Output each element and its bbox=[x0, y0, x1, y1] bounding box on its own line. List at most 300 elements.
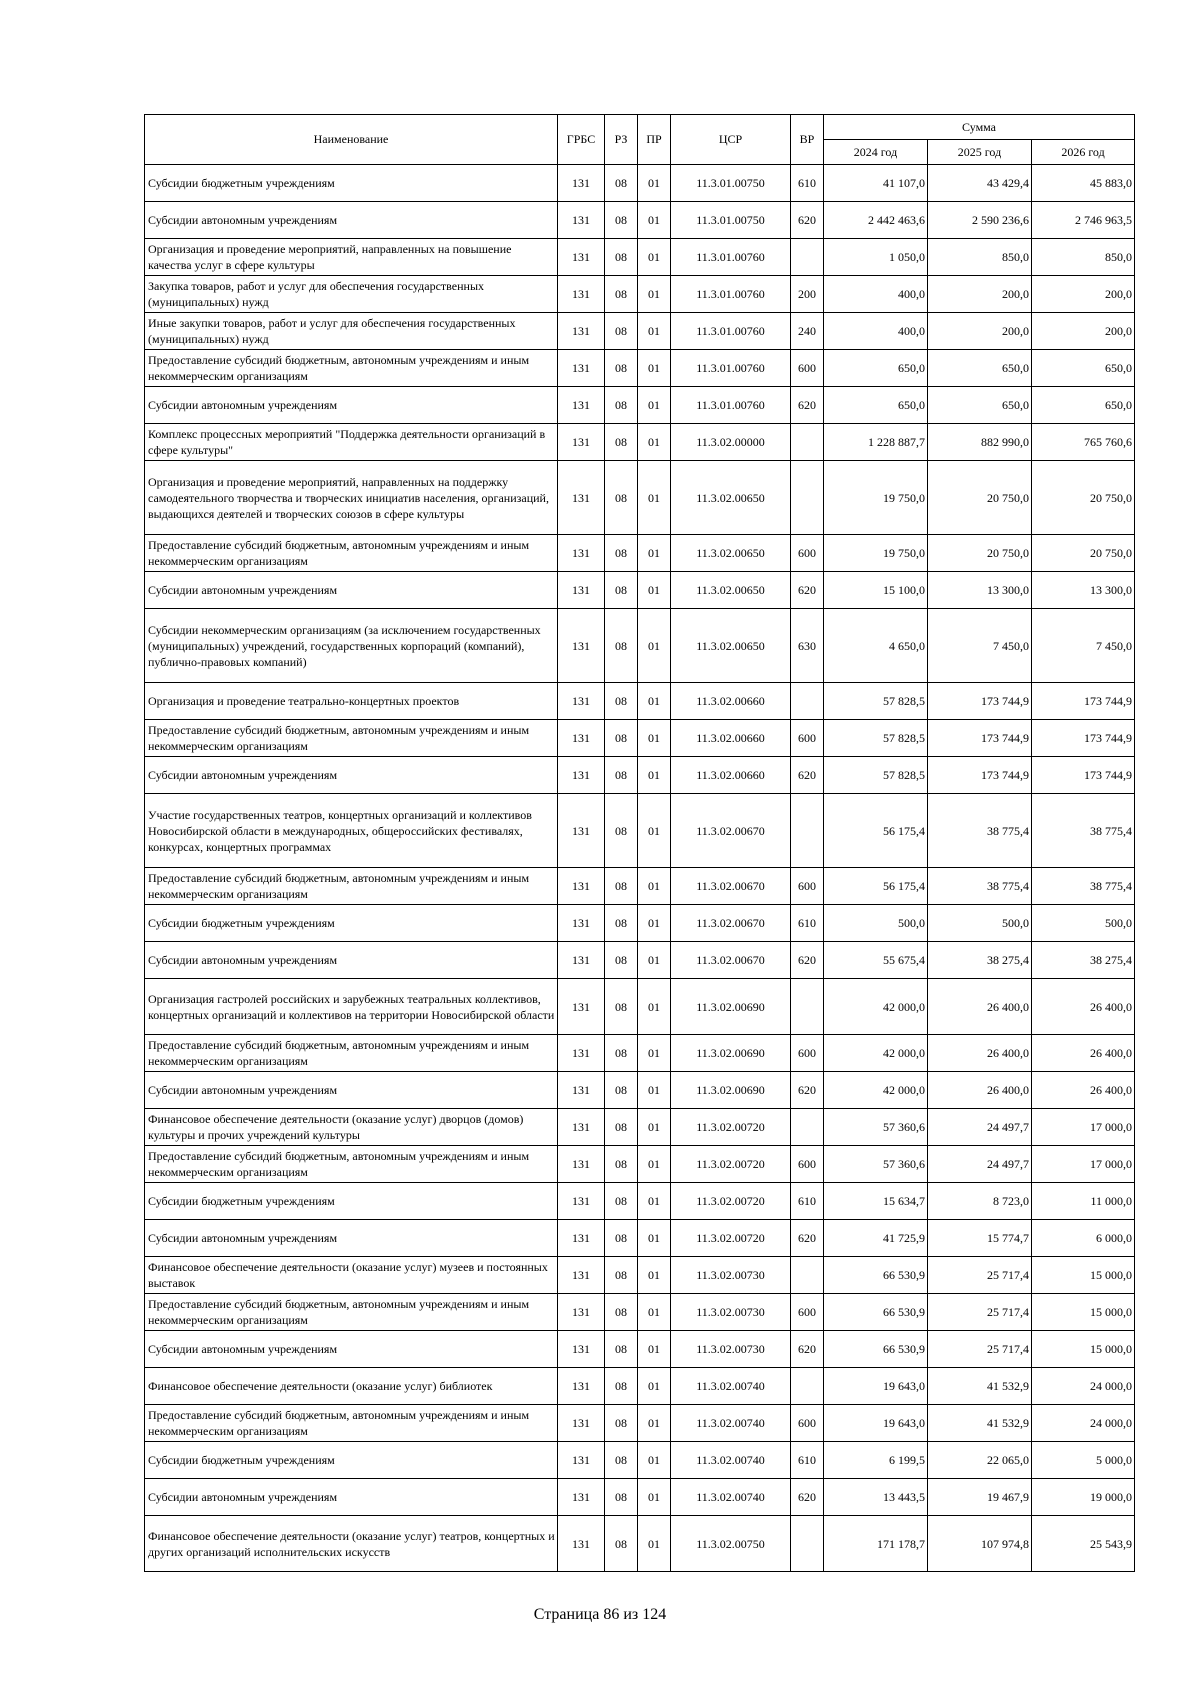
cell-2024: 42 000,0 bbox=[824, 1035, 928, 1072]
cell-csr: 11.3.01.00750 bbox=[671, 165, 791, 202]
cell-rz: 08 bbox=[605, 1516, 638, 1572]
cell-grbs: 131 bbox=[558, 1035, 605, 1072]
header-year-2026: 2026 год bbox=[1032, 140, 1135, 165]
cell-rz: 08 bbox=[605, 387, 638, 424]
cell-vr: 610 bbox=[791, 1183, 824, 1220]
table-row bbox=[145, 424, 1135, 461]
cell-vr bbox=[791, 1516, 824, 1572]
cell-2026: 38 275,4 bbox=[1032, 942, 1135, 979]
cell-csr: 11.3.02.00730 bbox=[671, 1257, 791, 1294]
cell-name: Организация гастролей российских и зарубежных театральных коллективов, концертных организаций и коллективов на территории Новосибирской области bbox=[145, 979, 558, 1035]
table-row bbox=[145, 1146, 1135, 1183]
cell-rz: 08 bbox=[605, 1368, 638, 1405]
cell-csr: 11.3.02.00750 bbox=[671, 1516, 791, 1572]
table-row bbox=[145, 1035, 1135, 1072]
table-row bbox=[145, 387, 1135, 424]
cell-pr: 01 bbox=[638, 1220, 671, 1257]
cell-2026: 7 450,0 bbox=[1032, 609, 1135, 683]
cell-2025: 26 400,0 bbox=[928, 1035, 1032, 1072]
cell-name: Организация и проведение театрально-концертных проектов bbox=[145, 683, 558, 720]
cell-name: Закупка товаров, работ и услуг для обеспечения государственных (муниципальных) нужд bbox=[145, 276, 558, 313]
cell-grbs: 131 bbox=[558, 1479, 605, 1516]
cell-vr bbox=[791, 1368, 824, 1405]
table-row bbox=[145, 683, 1135, 720]
cell-2025: 200,0 bbox=[928, 276, 1032, 313]
cell-2026: 20 750,0 bbox=[1032, 461, 1135, 535]
cell-2026: 26 400,0 bbox=[1032, 1072, 1135, 1109]
cell-2024: 4 650,0 bbox=[824, 609, 928, 683]
table-row bbox=[145, 572, 1135, 609]
table-row bbox=[145, 1331, 1135, 1368]
cell-2026: 17 000,0 bbox=[1032, 1146, 1135, 1183]
cell-name: Субсидии автономным учреждениям bbox=[145, 942, 558, 979]
cell-grbs: 131 bbox=[558, 313, 605, 350]
cell-rz: 08 bbox=[605, 1257, 638, 1294]
cell-rz: 08 bbox=[605, 720, 638, 757]
cell-2026: 26 400,0 bbox=[1032, 979, 1135, 1035]
cell-2024: 650,0 bbox=[824, 387, 928, 424]
cell-csr: 11.3.02.00720 bbox=[671, 1220, 791, 1257]
header-grbs: ГРБС bbox=[558, 115, 605, 165]
cell-pr: 01 bbox=[638, 1035, 671, 1072]
cell-pr: 01 bbox=[638, 757, 671, 794]
cell-name: Субсидии автономным учреждениям bbox=[145, 1479, 558, 1516]
cell-csr: 11.3.02.00650 bbox=[671, 535, 791, 572]
cell-2026: 500,0 bbox=[1032, 905, 1135, 942]
cell-2026: 173 744,9 bbox=[1032, 683, 1135, 720]
cell-name: Субсидии автономным учреждениям bbox=[145, 1331, 558, 1368]
cell-pr: 01 bbox=[638, 1183, 671, 1220]
cell-csr: 11.3.02.00720 bbox=[671, 1109, 791, 1146]
table-row bbox=[145, 535, 1135, 572]
cell-2025: 43 429,4 bbox=[928, 165, 1032, 202]
cell-rz: 08 bbox=[605, 1442, 638, 1479]
cell-grbs: 131 bbox=[558, 979, 605, 1035]
table-body bbox=[145, 165, 1135, 1572]
cell-pr: 01 bbox=[638, 350, 671, 387]
cell-2024: 19 750,0 bbox=[824, 461, 928, 535]
header-rz: РЗ bbox=[605, 115, 638, 165]
cell-pr: 01 bbox=[638, 609, 671, 683]
cell-grbs: 131 bbox=[558, 387, 605, 424]
cell-2025: 650,0 bbox=[928, 350, 1032, 387]
cell-csr: 11.3.02.00740 bbox=[671, 1442, 791, 1479]
cell-2025: 25 717,4 bbox=[928, 1331, 1032, 1368]
cell-grbs: 131 bbox=[558, 202, 605, 239]
cell-csr: 11.3.01.00760 bbox=[671, 313, 791, 350]
cell-name: Субсидии бюджетным учреждениям bbox=[145, 165, 558, 202]
cell-2024: 13 443,5 bbox=[824, 1479, 928, 1516]
cell-vr bbox=[791, 461, 824, 535]
table-row bbox=[145, 720, 1135, 757]
cell-grbs: 131 bbox=[558, 683, 605, 720]
cell-2025: 25 717,4 bbox=[928, 1257, 1032, 1294]
cell-rz: 08 bbox=[605, 1035, 638, 1072]
cell-name: Субсидии автономным учреждениям bbox=[145, 387, 558, 424]
cell-csr: 11.3.02.00660 bbox=[671, 757, 791, 794]
cell-pr: 01 bbox=[638, 1442, 671, 1479]
cell-grbs: 131 bbox=[558, 461, 605, 535]
cell-2025: 19 467,9 bbox=[928, 1479, 1032, 1516]
cell-2026: 2 746 963,5 bbox=[1032, 202, 1135, 239]
header-sum: Сумма bbox=[824, 115, 1135, 140]
cell-2025: 38 275,4 bbox=[928, 942, 1032, 979]
cell-2024: 15 634,7 bbox=[824, 1183, 928, 1220]
cell-2024: 66 530,9 bbox=[824, 1257, 928, 1294]
cell-2026: 850,0 bbox=[1032, 239, 1135, 276]
cell-2024: 1 050,0 bbox=[824, 239, 928, 276]
cell-rz: 08 bbox=[605, 794, 638, 868]
cell-2025: 2 590 236,6 bbox=[928, 202, 1032, 239]
cell-2024: 400,0 bbox=[824, 313, 928, 350]
cell-pr: 01 bbox=[638, 424, 671, 461]
cell-2025: 200,0 bbox=[928, 313, 1032, 350]
cell-vr: 610 bbox=[791, 165, 824, 202]
cell-grbs: 131 bbox=[558, 1405, 605, 1442]
cell-rz: 08 bbox=[605, 572, 638, 609]
cell-grbs: 131 bbox=[558, 757, 605, 794]
cell-rz: 08 bbox=[605, 1072, 638, 1109]
cell-2026: 24 000,0 bbox=[1032, 1368, 1135, 1405]
cell-2025: 173 744,9 bbox=[928, 720, 1032, 757]
cell-pr: 01 bbox=[638, 165, 671, 202]
cell-csr: 11.3.02.00690 bbox=[671, 1035, 791, 1072]
cell-grbs: 131 bbox=[558, 572, 605, 609]
cell-2024: 55 675,4 bbox=[824, 942, 928, 979]
cell-csr: 11.3.02.00670 bbox=[671, 868, 791, 905]
cell-rz: 08 bbox=[605, 276, 638, 313]
cell-2024: 42 000,0 bbox=[824, 1072, 928, 1109]
table-row bbox=[145, 794, 1135, 868]
cell-vr: 600 bbox=[791, 535, 824, 572]
table-row bbox=[145, 868, 1135, 905]
table-row bbox=[145, 202, 1135, 239]
cell-2026: 6 000,0 bbox=[1032, 1220, 1135, 1257]
cell-csr: 11.3.02.00660 bbox=[671, 720, 791, 757]
cell-rz: 08 bbox=[605, 1405, 638, 1442]
cell-2025: 24 497,7 bbox=[928, 1109, 1032, 1146]
cell-2024: 650,0 bbox=[824, 350, 928, 387]
cell-pr: 01 bbox=[638, 202, 671, 239]
cell-2025: 26 400,0 bbox=[928, 979, 1032, 1035]
cell-vr: 620 bbox=[791, 942, 824, 979]
header-year-2024: 2024 год bbox=[824, 140, 928, 165]
cell-2024: 2 442 463,6 bbox=[824, 202, 928, 239]
cell-name: Предоставление субсидий бюджетным, автономным учреждениям и иным некоммерческим организациям bbox=[145, 535, 558, 572]
cell-vr: 600 bbox=[791, 720, 824, 757]
cell-vr: 620 bbox=[791, 757, 824, 794]
cell-vr: 610 bbox=[791, 1442, 824, 1479]
table-row bbox=[145, 905, 1135, 942]
cell-2025: 41 532,9 bbox=[928, 1368, 1032, 1405]
cell-pr: 01 bbox=[638, 905, 671, 942]
cell-grbs: 131 bbox=[558, 1257, 605, 1294]
cell-name: Субсидии автономным учреждениям bbox=[145, 572, 558, 609]
cell-2025: 38 775,4 bbox=[928, 794, 1032, 868]
cell-rz: 08 bbox=[605, 979, 638, 1035]
cell-grbs: 131 bbox=[558, 350, 605, 387]
cell-grbs: 131 bbox=[558, 868, 605, 905]
table-row bbox=[145, 1516, 1135, 1572]
cell-pr: 01 bbox=[638, 572, 671, 609]
cell-2025: 7 450,0 bbox=[928, 609, 1032, 683]
cell-grbs: 131 bbox=[558, 1220, 605, 1257]
cell-csr: 11.3.02.00660 bbox=[671, 683, 791, 720]
table-row bbox=[145, 1257, 1135, 1294]
cell-csr: 11.3.02.00730 bbox=[671, 1331, 791, 1368]
cell-grbs: 131 bbox=[558, 942, 605, 979]
cell-csr: 11.3.01.00760 bbox=[671, 350, 791, 387]
cell-csr: 11.3.02.00670 bbox=[671, 905, 791, 942]
cell-name: Предоставление субсидий бюджетным, автономным учреждениям и иным некоммерческим организациям bbox=[145, 720, 558, 757]
cell-vr bbox=[791, 424, 824, 461]
cell-2024: 57 828,5 bbox=[824, 757, 928, 794]
cell-rz: 08 bbox=[605, 942, 638, 979]
table-row bbox=[145, 1368, 1135, 1405]
cell-name: Финансовое обеспечение деятельности (оказание услуг) библиотек bbox=[145, 1368, 558, 1405]
cell-pr: 01 bbox=[638, 276, 671, 313]
cell-pr: 01 bbox=[638, 1368, 671, 1405]
cell-2026: 15 000,0 bbox=[1032, 1294, 1135, 1331]
cell-pr: 01 bbox=[638, 868, 671, 905]
cell-rz: 08 bbox=[605, 683, 638, 720]
cell-pr: 01 bbox=[638, 979, 671, 1035]
cell-2024: 6 199,5 bbox=[824, 1442, 928, 1479]
cell-vr bbox=[791, 1257, 824, 1294]
cell-csr: 11.3.02.00740 bbox=[671, 1368, 791, 1405]
cell-2026: 200,0 bbox=[1032, 276, 1135, 313]
cell-csr: 11.3.02.00000 bbox=[671, 424, 791, 461]
table-row bbox=[145, 1220, 1135, 1257]
cell-name: Предоставление субсидий бюджетным, автономным учреждениям и иным некоммерческим организациям bbox=[145, 1294, 558, 1331]
cell-2026: 11 000,0 bbox=[1032, 1183, 1135, 1220]
cell-grbs: 131 bbox=[558, 535, 605, 572]
cell-name: Субсидии бюджетным учреждениям bbox=[145, 1442, 558, 1479]
cell-2025: 173 744,9 bbox=[928, 757, 1032, 794]
cell-name: Субсидии бюджетным учреждениям bbox=[145, 1183, 558, 1220]
cell-2025: 173 744,9 bbox=[928, 683, 1032, 720]
cell-2024: 66 530,9 bbox=[824, 1331, 928, 1368]
cell-pr: 01 bbox=[638, 239, 671, 276]
cell-grbs: 131 bbox=[558, 1442, 605, 1479]
header-name: Наименование bbox=[145, 115, 558, 165]
cell-rz: 08 bbox=[605, 1479, 638, 1516]
cell-vr bbox=[791, 979, 824, 1035]
cell-rz: 08 bbox=[605, 165, 638, 202]
cell-grbs: 131 bbox=[558, 905, 605, 942]
cell-2024: 57 828,5 bbox=[824, 683, 928, 720]
table-row bbox=[145, 461, 1135, 535]
table-row bbox=[145, 942, 1135, 979]
cell-pr: 01 bbox=[638, 313, 671, 350]
table-row bbox=[145, 1442, 1135, 1479]
cell-csr: 11.3.02.00720 bbox=[671, 1183, 791, 1220]
cell-2024: 171 178,7 bbox=[824, 1516, 928, 1572]
cell-name: Организация и проведение мероприятий, направленных на повышение качества услуг в сфере культуры bbox=[145, 239, 558, 276]
cell-2026: 5 000,0 bbox=[1032, 1442, 1135, 1479]
cell-2024: 56 175,4 bbox=[824, 794, 928, 868]
table-row bbox=[145, 757, 1135, 794]
cell-2025: 13 300,0 bbox=[928, 572, 1032, 609]
cell-rz: 08 bbox=[605, 1183, 638, 1220]
cell-pr: 01 bbox=[638, 1146, 671, 1183]
cell-vr: 620 bbox=[791, 202, 824, 239]
header-csr: ЦСР bbox=[671, 115, 791, 165]
cell-2026: 24 000,0 bbox=[1032, 1405, 1135, 1442]
header-year-2025: 2025 год bbox=[928, 140, 1032, 165]
table-row bbox=[145, 1072, 1135, 1109]
cell-grbs: 131 bbox=[558, 239, 605, 276]
cell-2025: 38 775,4 bbox=[928, 868, 1032, 905]
cell-2024: 41 107,0 bbox=[824, 165, 928, 202]
cell-csr: 11.3.01.00760 bbox=[671, 239, 791, 276]
cell-name: Субсидии автономным учреждениям bbox=[145, 1072, 558, 1109]
cell-2025: 25 717,4 bbox=[928, 1294, 1032, 1331]
cell-2024: 41 725,9 bbox=[824, 1220, 928, 1257]
cell-2024: 57 360,6 bbox=[824, 1109, 928, 1146]
cell-2024: 19 643,0 bbox=[824, 1368, 928, 1405]
cell-grbs: 131 bbox=[558, 1109, 605, 1146]
table-row bbox=[145, 313, 1135, 350]
cell-name: Финансовое обеспечение деятельности (оказание услуг) театров, концертных и других организаций исполнительских искусств bbox=[145, 1516, 558, 1572]
cell-vr: 600 bbox=[791, 1294, 824, 1331]
cell-2025: 650,0 bbox=[928, 387, 1032, 424]
cell-vr: 600 bbox=[791, 1035, 824, 1072]
cell-rz: 08 bbox=[605, 1294, 638, 1331]
cell-csr: 11.3.02.00650 bbox=[671, 461, 791, 535]
cell-2025: 500,0 bbox=[928, 905, 1032, 942]
cell-name: Финансовое обеспечение деятельности (оказание услуг) дворцов (домов) культуры и прочих учреждений культуры bbox=[145, 1109, 558, 1146]
cell-2026: 20 750,0 bbox=[1032, 535, 1135, 572]
cell-2025: 20 750,0 bbox=[928, 535, 1032, 572]
cell-pr: 01 bbox=[638, 1072, 671, 1109]
cell-pr: 01 bbox=[638, 461, 671, 535]
table-row bbox=[145, 1294, 1135, 1331]
cell-vr bbox=[791, 1109, 824, 1146]
cell-name: Иные закупки товаров, работ и услуг для обеспечения государственных (муниципальных) нужд bbox=[145, 313, 558, 350]
table-row bbox=[145, 1183, 1135, 1220]
cell-2026: 45 883,0 bbox=[1032, 165, 1135, 202]
table-row bbox=[145, 239, 1135, 276]
cell-2025: 15 774,7 bbox=[928, 1220, 1032, 1257]
cell-pr: 01 bbox=[638, 683, 671, 720]
cell-2025: 850,0 bbox=[928, 239, 1032, 276]
cell-vr: 600 bbox=[791, 350, 824, 387]
cell-grbs: 131 bbox=[558, 609, 605, 683]
cell-name: Субсидии автономным учреждениям bbox=[145, 202, 558, 239]
cell-vr: 600 bbox=[791, 1146, 824, 1183]
cell-name: Субсидии автономным учреждениям bbox=[145, 757, 558, 794]
cell-2026: 26 400,0 bbox=[1032, 1035, 1135, 1072]
cell-vr: 240 bbox=[791, 313, 824, 350]
cell-2026: 13 300,0 bbox=[1032, 572, 1135, 609]
cell-rz: 08 bbox=[605, 1146, 638, 1183]
cell-2024: 66 530,9 bbox=[824, 1294, 928, 1331]
cell-rz: 08 bbox=[605, 461, 638, 535]
cell-2026: 15 000,0 bbox=[1032, 1331, 1135, 1368]
cell-grbs: 131 bbox=[558, 1294, 605, 1331]
cell-vr bbox=[791, 794, 824, 868]
cell-2026: 765 760,6 bbox=[1032, 424, 1135, 461]
cell-rz: 08 bbox=[605, 609, 638, 683]
page-number: Страница 86 из 124 bbox=[533, 1606, 667, 1623]
budget-table-container bbox=[144, 114, 1134, 1572]
cell-2026: 173 744,9 bbox=[1032, 757, 1135, 794]
cell-csr: 11.3.02.00740 bbox=[671, 1479, 791, 1516]
cell-rz: 08 bbox=[605, 535, 638, 572]
cell-2024: 19 750,0 bbox=[824, 535, 928, 572]
cell-2025: 26 400,0 bbox=[928, 1072, 1032, 1109]
cell-grbs: 131 bbox=[558, 720, 605, 757]
cell-name: Субсидии некоммерческим организациям (за исключением государственных (муниципальных) учреждений, государственных корпораций (компаний), публично-правовых компаний) bbox=[145, 609, 558, 683]
cell-2026: 17 000,0 bbox=[1032, 1109, 1135, 1146]
cell-name: Предоставление субсидий бюджетным, автономным учреждениям и иным некоммерческим организациям bbox=[145, 1146, 558, 1183]
cell-grbs: 131 bbox=[558, 276, 605, 313]
cell-vr: 620 bbox=[791, 387, 824, 424]
cell-2025: 24 497,7 bbox=[928, 1146, 1032, 1183]
cell-2026: 173 744,9 bbox=[1032, 720, 1135, 757]
cell-name: Субсидии автономным учреждениям bbox=[145, 1220, 558, 1257]
cell-name: Организация и проведение мероприятий, направленных на поддержку самодеятельного творчества и творческих инициатив населения, организаций, выдающихся деятелей и творческих союзов в сфере культуры bbox=[145, 461, 558, 535]
cell-csr: 11.3.02.00650 bbox=[671, 609, 791, 683]
cell-rz: 08 bbox=[605, 202, 638, 239]
cell-name: Участие государственных театров, концертных организаций и коллективов Новосибирской области в международных, общероссийских фестивалях, конкурсах, концертных программах bbox=[145, 794, 558, 868]
cell-grbs: 131 bbox=[558, 1183, 605, 1220]
cell-grbs: 131 bbox=[558, 1072, 605, 1109]
cell-grbs: 131 bbox=[558, 1516, 605, 1572]
table-row bbox=[145, 1405, 1135, 1442]
cell-pr: 01 bbox=[638, 1331, 671, 1368]
cell-csr: 11.3.01.00750 bbox=[671, 202, 791, 239]
table-row bbox=[145, 1109, 1135, 1146]
cell-vr: 620 bbox=[791, 572, 824, 609]
cell-name: Предоставление субсидий бюджетным, автономным учреждениям и иным некоммерческим организациям bbox=[145, 868, 558, 905]
cell-2026: 15 000,0 bbox=[1032, 1257, 1135, 1294]
cell-csr: 11.3.01.00760 bbox=[671, 276, 791, 313]
table-row bbox=[145, 979, 1135, 1035]
cell-pr: 01 bbox=[638, 794, 671, 868]
table-row bbox=[145, 276, 1135, 313]
cell-vr: 610 bbox=[791, 905, 824, 942]
cell-vr: 200 bbox=[791, 276, 824, 313]
cell-pr: 01 bbox=[638, 387, 671, 424]
cell-vr: 620 bbox=[791, 1331, 824, 1368]
cell-pr: 01 bbox=[638, 1257, 671, 1294]
cell-vr: 620 bbox=[791, 1479, 824, 1516]
cell-pr: 01 bbox=[638, 535, 671, 572]
cell-rz: 08 bbox=[605, 1220, 638, 1257]
cell-vr: 600 bbox=[791, 868, 824, 905]
cell-rz: 08 bbox=[605, 239, 638, 276]
cell-grbs: 131 bbox=[558, 424, 605, 461]
cell-2025: 8 723,0 bbox=[928, 1183, 1032, 1220]
cell-csr: 11.3.01.00760 bbox=[671, 387, 791, 424]
cell-grbs: 131 bbox=[558, 1146, 605, 1183]
cell-vr bbox=[791, 683, 824, 720]
cell-csr: 11.3.02.00650 bbox=[671, 572, 791, 609]
cell-2024: 57 828,5 bbox=[824, 720, 928, 757]
cell-csr: 11.3.02.00720 bbox=[671, 1146, 791, 1183]
cell-name: Предоставление субсидий бюджетным, автономным учреждениям и иным некоммерческим организациям bbox=[145, 1405, 558, 1442]
cell-pr: 01 bbox=[638, 1479, 671, 1516]
table-row bbox=[145, 609, 1135, 683]
cell-rz: 08 bbox=[605, 424, 638, 461]
cell-name: Субсидии бюджетным учреждениям bbox=[145, 905, 558, 942]
cell-pr: 01 bbox=[638, 1405, 671, 1442]
cell-2024: 15 100,0 bbox=[824, 572, 928, 609]
cell-rz: 08 bbox=[605, 350, 638, 387]
cell-2026: 200,0 bbox=[1032, 313, 1135, 350]
